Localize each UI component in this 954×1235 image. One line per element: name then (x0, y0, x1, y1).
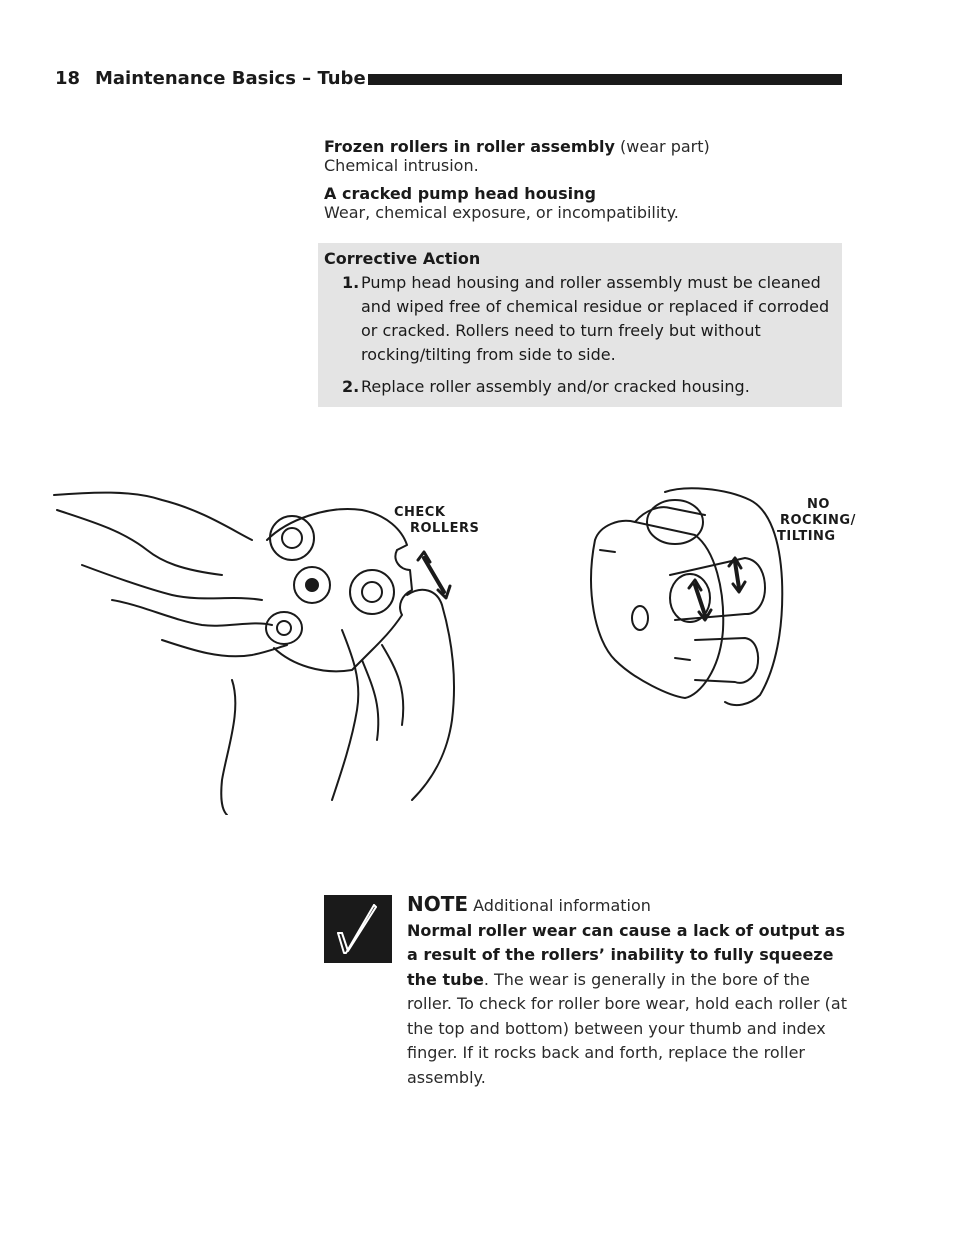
page-header (55, 66, 845, 94)
note-block (407, 892, 857, 1090)
check-rollers-label-line2: ROLLERS (410, 521, 480, 536)
corrective-action-title: Corrective Action (324, 249, 481, 268)
issue-detail: Wear, chemical exposure, or incompatibility. (324, 203, 679, 222)
issue-heading: A cracked pump head housing (324, 184, 596, 203)
check-rollers-illustration (52, 480, 502, 815)
section-title: Maintenance Basics – Tube (95, 68, 366, 89)
item-text: Pump head housing and roller assembly must be cleaned and wiped free of chemical residue or replaced if corroded or cracked. Rollers need to turn freely but without rocking/tilting from side to side. (361, 273, 830, 364)
page-number: 18 (55, 68, 81, 89)
issue-qualifier: (wear part) (620, 137, 710, 156)
note-subtitle: Additional information (473, 896, 651, 915)
check-rollers-label-line1: CHECK (394, 505, 446, 520)
issue-frozen-rollers (324, 137, 844, 175)
issue-heading: Frozen rollers in roller assembly (324, 137, 615, 156)
note-label: NOTE (407, 892, 469, 916)
corrective-action-item (324, 375, 834, 399)
no-rocking-label-line1: NO (807, 497, 830, 512)
note-body (407, 919, 857, 1091)
item-number: 1. (342, 273, 360, 292)
note-bold-text: Normal roller wear can cause a lack of output as a result of the rollers’ inability to fully squeeze the tube (407, 920, 845, 989)
corrective-action-item (324, 271, 834, 367)
item-text: Replace roller assembly and/or cracked housing. (361, 377, 750, 396)
issue-detail: Chemical intrusion. (324, 156, 479, 175)
issue-cracked-housing (324, 184, 844, 222)
header-rule (368, 74, 842, 85)
checkmark-icon (324, 895, 392, 963)
note-body-text: . The wear is generally in the bore of the roller. To check for roller bore wear, hold each roller (at the top and bottom) between your thumb and index finger. If it rocks back and forth, replace the roller assembly. (407, 969, 847, 1087)
no-rocking-label-line2: ROCKING/ (780, 513, 856, 528)
corrective-action-box (318, 243, 842, 407)
no-rocking-label-line3: TILTING (777, 529, 836, 544)
item-number: 2. (342, 377, 360, 396)
roller-assembly-illustration (575, 480, 885, 710)
